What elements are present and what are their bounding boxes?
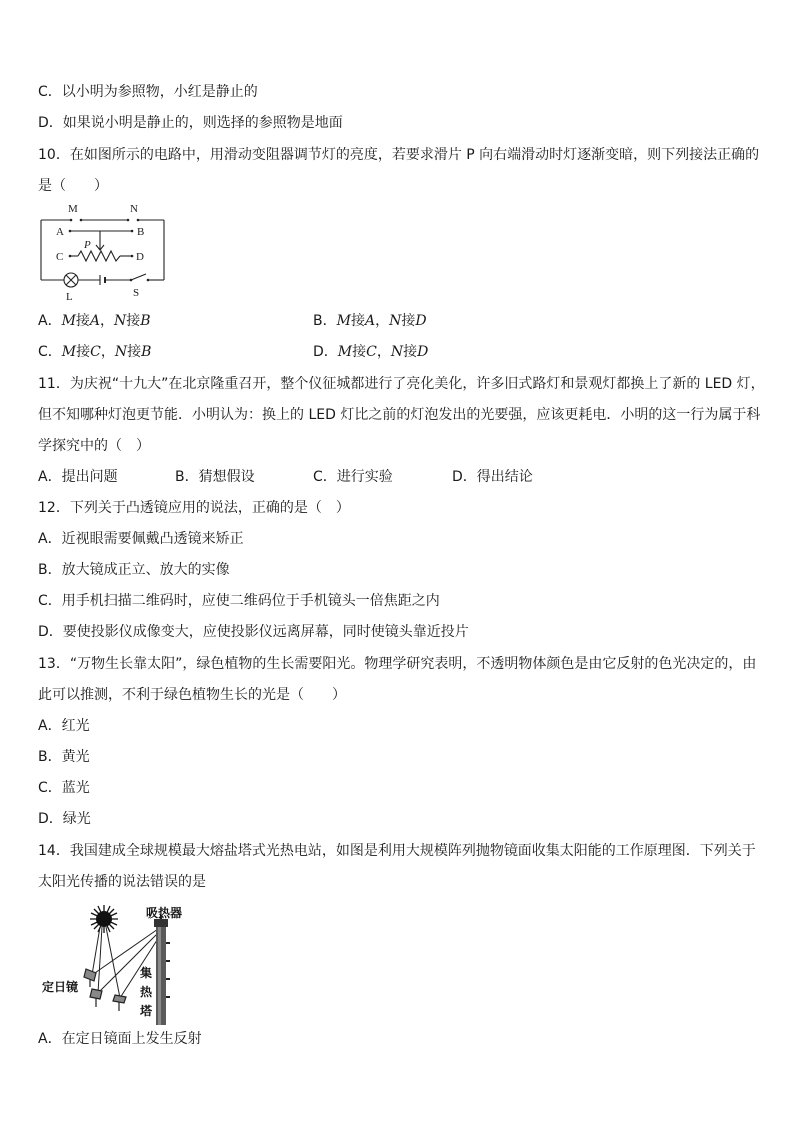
tower-label-char-2: 热 (140, 985, 153, 999)
q10-option-a: A．M接A，N接B (38, 313, 151, 329)
terminal-m-label: M (68, 203, 78, 215)
q13-option-a: A．红光 (38, 718, 90, 734)
q14-stem-line2: 太阳光传播的说法错误的是 (38, 874, 206, 890)
q11-stem-line2: 但不知哪种灯泡更节能．小明认为：换上的 LED 灯比之前的灯泡发出的光要强，应该更耗电．小明的这一行为属于科 (38, 407, 761, 423)
q10-option-c: C．M接C，N接B (38, 344, 152, 360)
q13-option-c: C．蓝光 (38, 780, 90, 796)
heliostat-label: 定日镜 (42, 980, 79, 994)
q11-stem-line3: 学探究中的（ ） (38, 438, 150, 454)
q12-option-d: D．要使投影仪成像变大，应使投影仪远离屏幕，同时使镜头靠近投片 (38, 624, 469, 640)
receiver-label: 吸热器 (146, 906, 183, 920)
q11-option-a: A．提出问题 (38, 469, 118, 485)
q14-solar-tower-diagram (38, 903, 198, 1025)
q11-option-c: C．进行实验 (313, 469, 393, 485)
q13-option-b: B．黄光 (38, 749, 90, 765)
q13-stem-line1: 13．“万物生长靠太阳”，绿色植物的生长需要阳光。物理学研究表明，不透明物体颜色是由它反射的色光决定的，由 (38, 656, 757, 672)
slider-p-label: P (84, 239, 91, 251)
q12-option-b: B．放大镜成正立、放大的实像 (38, 562, 230, 578)
q11-stem-line1: 11．为庆祝“十九大”在北京隆重召开，整个仪征城都进行了亮化美化，许多旧式路灯和景观灯都换上了新的 LED 灯， (38, 376, 765, 392)
heliostat-mirrors (84, 969, 126, 1011)
q10-stem-line2: 是（ ） (38, 178, 108, 194)
q12-stem: 12．下列关于凸透镜应用的说法，正确的是（ ） (38, 500, 350, 516)
terminal-b-label: B (137, 226, 145, 238)
q14-option-a: A．在定日镜面上发生反射 (38, 1031, 202, 1047)
terminal-n-label: N (130, 203, 138, 215)
tower-label-char-3: 塔 (140, 1004, 153, 1018)
heat-collector-tower (154, 915, 170, 1025)
q12-option-a: A．近视眼需要佩戴凸透镜来矫正 (38, 531, 244, 547)
sun-icon (90, 905, 118, 933)
terminal-a-label: A (56, 226, 64, 238)
q11-option-d: D．得出结论 (452, 469, 533, 485)
q13-stem-line2: 此可以推测，不利于绿色植物生长的光是（ ） (38, 687, 346, 703)
q11-option-b: B．猜想假设 (175, 469, 255, 485)
q10-stem-line1: 10．在如图所示的电路中，用滑动变阻器调节灯的亮度，若要求滑片 P 向右端滑动时灯逐渐变暗，则下列接法正确的 (38, 147, 760, 163)
tower-label-char-1: 集 (140, 966, 153, 980)
q10-circuit-diagram (36, 200, 166, 302)
q13-option-d: D．绿光 (38, 811, 91, 827)
q10-option-d: D．M接C，N接D (313, 344, 429, 360)
lamp-l-label: L (66, 291, 73, 302)
switch-s-label: S (133, 287, 140, 299)
q10-option-b: B．M接A，N接D (313, 313, 427, 329)
q9-option-c: C．以小明为参照物，小红是静止的 (38, 84, 258, 100)
terminal-c-label: C (56, 251, 64, 263)
q9-option-d: D．如果说小明是静止的，则选择的参照物是地面 (38, 115, 343, 131)
q12-option-c: C．用手机扫描二维码时，应使二维码位于手机镜头一倍焦距之内 (38, 593, 440, 609)
terminal-d-label: D (136, 251, 144, 263)
q14-stem-line1: 14．我国建成全球规模最大熔盐塔式光热电站，如图是利用大规模阵列抛物镜面收集太阳能的工作原理图．下列关于 (38, 843, 756, 859)
